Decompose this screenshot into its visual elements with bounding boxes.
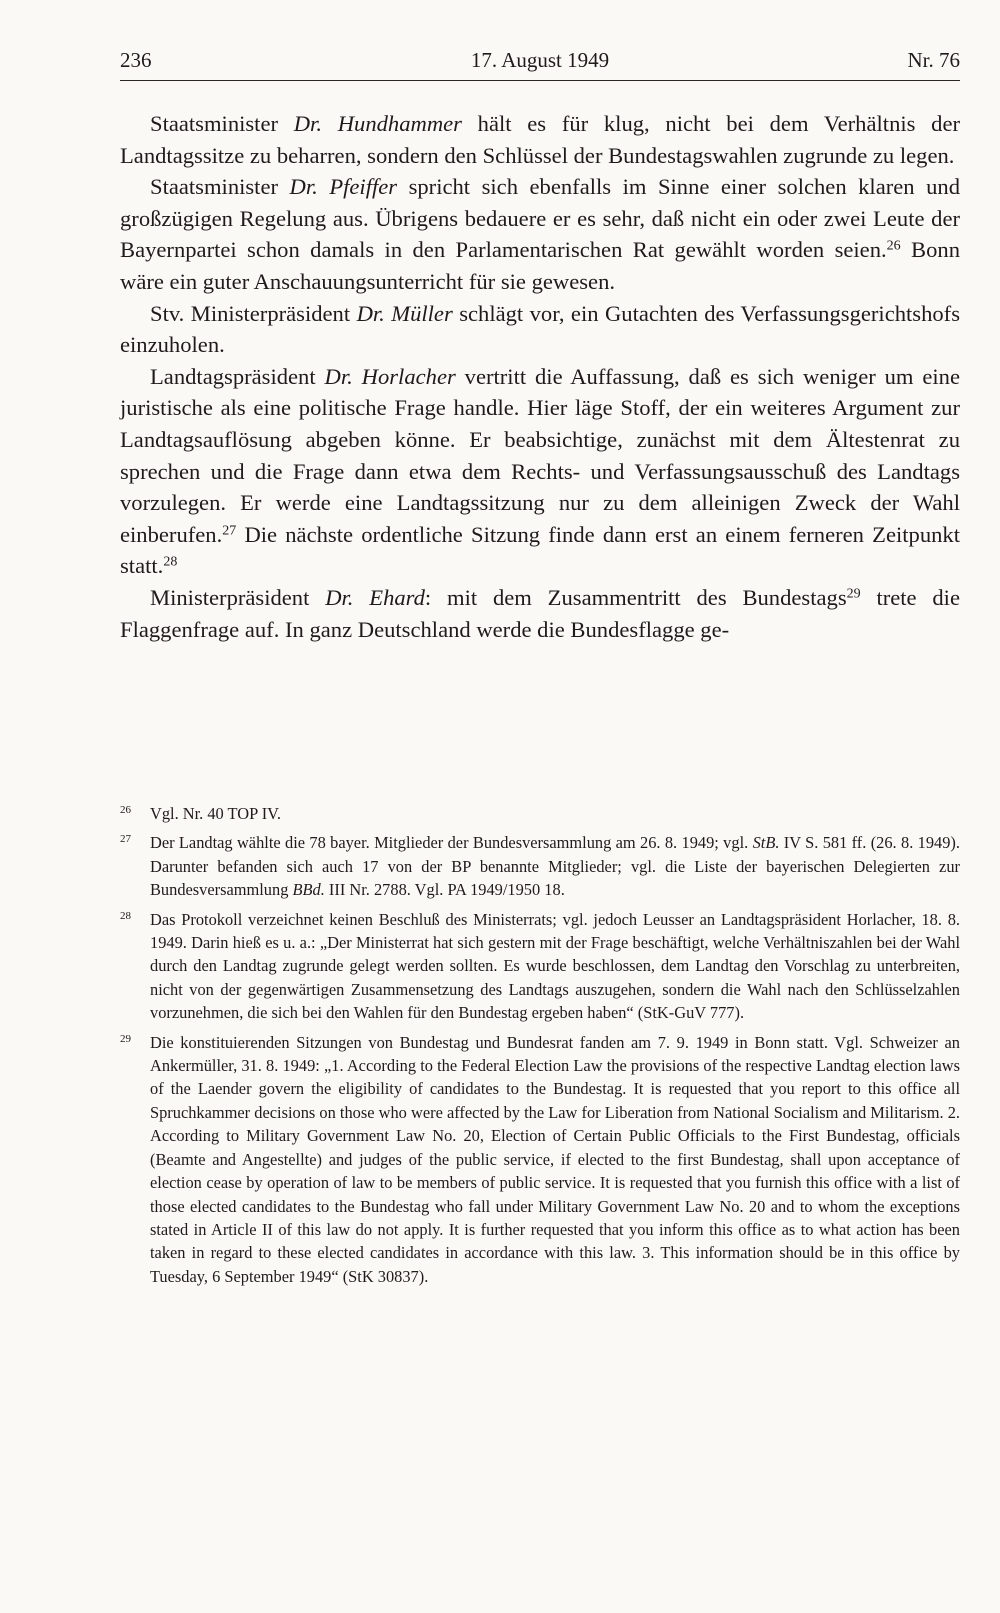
source-abbreviation: StB. [752, 833, 780, 853]
header-rule [120, 80, 960, 81]
paragraph-text: Ministerpräsident [150, 584, 326, 610]
paragraph-text: Bonn wäre ein guter Anschauungsunterricht für sie gewesen. [120, 237, 961, 294]
paragraph-mueller [120, 298, 960, 361]
footnote-number: 27 [120, 833, 131, 846]
paragraph-text: schlägt vor, ein Gutachten des Verfassungsgerichtshofs einzuholen. [120, 300, 960, 358]
header-date: 17. August 1949 [470, 48, 610, 72]
paragraph-text: Landtagspräsident [150, 363, 325, 389]
footnote-text: Die konstituierenden Sitzungen von Bundestag und Bundesrat fanden am 7. 9. 1949 in Bonn statt. Vgl. Schweizer an Ankermüller, 31. 8. 1949: „1. According to the Federal Election Law the provisions of the respective Landtag election laws of the Laender govern the eligibility of candidates to the Bundestag. It is requested that you report to this office all Spruchkammer decisions on those who were affected by the Law for Liberation from National Socialism and Militarism. 2. According to Military Government Law No. 20, Election of Certain Public Officials to the First Bundestag, officials (Beamte and Angestellte) and judges of the public service, if elected to the first Bundestag, shall upon acceptance of election cease by operation of law to be members of public service. It is requested that you furnish this office with a list of those elected candidates to the Bundestag who fall under Military Government Law No. 20 and to whom the exceptions stated in Article II of this law do not apply. It is further requested that you inform this office as to what action has been taken in regard to these elected candidates in accordance with this law. 3. This information should be in this office by Tuesday, 6 September 1949“ (StK 30837). [150, 1032, 960, 1286]
main-text [120, 108, 960, 645]
source-abbreviation: BBd. [292, 880, 325, 900]
paragraph-text: Die nächste ordentliche Sitzung finde dann erst an einem ferneren Zeitpunkt statt. [120, 521, 960, 579]
page-number: 236 [120, 48, 152, 72]
footnote-number: 26 [120, 804, 131, 816]
speaker-name: Dr. Pfeiffer [289, 174, 398, 200]
speaker-name: Dr. Hundhammer [293, 111, 462, 136]
paragraph-text: spricht sich ebenfalls im Sinne einer solchen klaren und großzügigen Regelung aus. Übrigens bedauere er es sehr, daß nicht ein oder zwei Leute der Bayernpartei schon damals in den Parlamentarischen Rat gewählt worden seien. [120, 174, 960, 263]
paragraph-hundhammer [120, 108, 960, 171]
footnote-text: III Nr. 2788. Vgl. PA 1949/1950 18. [324, 880, 565, 900]
footnote-28 [120, 908, 960, 1025]
footnote-ref: 29 [846, 586, 861, 602]
paragraph-text: Staatsminister [150, 174, 290, 200]
footnote-number: 29 [120, 1032, 131, 1045]
document-number: Nr. 76 [907, 48, 960, 72]
speaker-name: Dr. Müller [356, 300, 453, 326]
footnote-26 [120, 802, 960, 825]
footnote-ref: 27 [222, 523, 237, 539]
footnote-number: 28 [120, 909, 131, 922]
footnote-text: Vgl. Nr. 40 TOP IV. [150, 804, 281, 823]
paragraph-text: : mit dem Zusammentritt des Bundestags [424, 584, 847, 610]
footnote-ref: 26 [886, 238, 901, 254]
footnote-text: IV S. 581 ff. (26. 8. 1949). Darunter befanden sich auch 17 von der BP benannte Mitglieder; vgl. die Liste der bayerischen Delegierten zur Bundesversammlung [150, 833, 960, 900]
paragraph-text: Stv. Ministerpräsident [150, 300, 357, 326]
speaker-name: Dr. Ehard [325, 584, 425, 610]
footnote-27 [120, 831, 960, 901]
footnotes [120, 802, 960, 1294]
paragraph-horlacher [120, 361, 960, 582]
footnote-text: Der Landtag wählte die 78 bayer. Mitglieder der Bundesversammlung am 26. 8. 1949; vgl. [150, 833, 753, 853]
footnote-29 [120, 1031, 960, 1288]
paragraph-ehard [120, 582, 960, 645]
paragraph-text: hält es für klug, nicht bei dem Verhältnis der Landtagssitze zu beharren, sondern den Schlüssel der Bundestagswahlen zugrunde zu legen. [120, 111, 960, 168]
running-header [120, 44, 960, 78]
footnote-text: Das Protokoll verzeichnet keinen Beschluß des Ministerrats; vgl. jedoch Leusser an Landtagspräsident Horlacher, 18. 8. 1949. Darin hieß es u. a.: „Der Ministerrat hat sich gestern mit der Frage beschäftigt, welche Verhältniszahlen bei der Wahl durch den Landtag zugrunde gelegt werden sollten. Es wurde beschlossen, dem Landtag den Vorschlag zu unterbreiten, nicht von der gegenwärtigen Zusammensetzung des Landtags auszugehen, sondern die Wahl nach den Schlüsselzahlen vorzunehmen, die sich bei den Wahlen für den Bundestag ergeben haben“ (StK-GuV 777). [150, 909, 960, 1023]
speaker-name: Dr. Horlacher [324, 363, 456, 389]
paragraph-text: trete die Flaggenfrage auf. In ganz Deutschland werde die Bundesflagge ge- [120, 584, 960, 642]
paragraph-pfeiffer [120, 171, 960, 297]
paragraph-text: vertritt die Auffassung, daß es sich weniger um eine juristische als eine politische Frage handle. Hier läge Stoff, der ein weiteres Argument zur Landtagsauflösung abgeben könne. Er beabsichtige, zunächst mit dem Ältestenrat zu sprechen und die Frage dann etwa dem Rechts- und Verfassungsausschuß des Landtags vorzulegen. Er werde eine Landtagssitzung nur zu dem alleinigen Zweck der Wahl einberufen. [120, 363, 960, 547]
paragraph-text: Staatsminister [150, 111, 294, 136]
footnote-ref: 28 [163, 554, 178, 570]
